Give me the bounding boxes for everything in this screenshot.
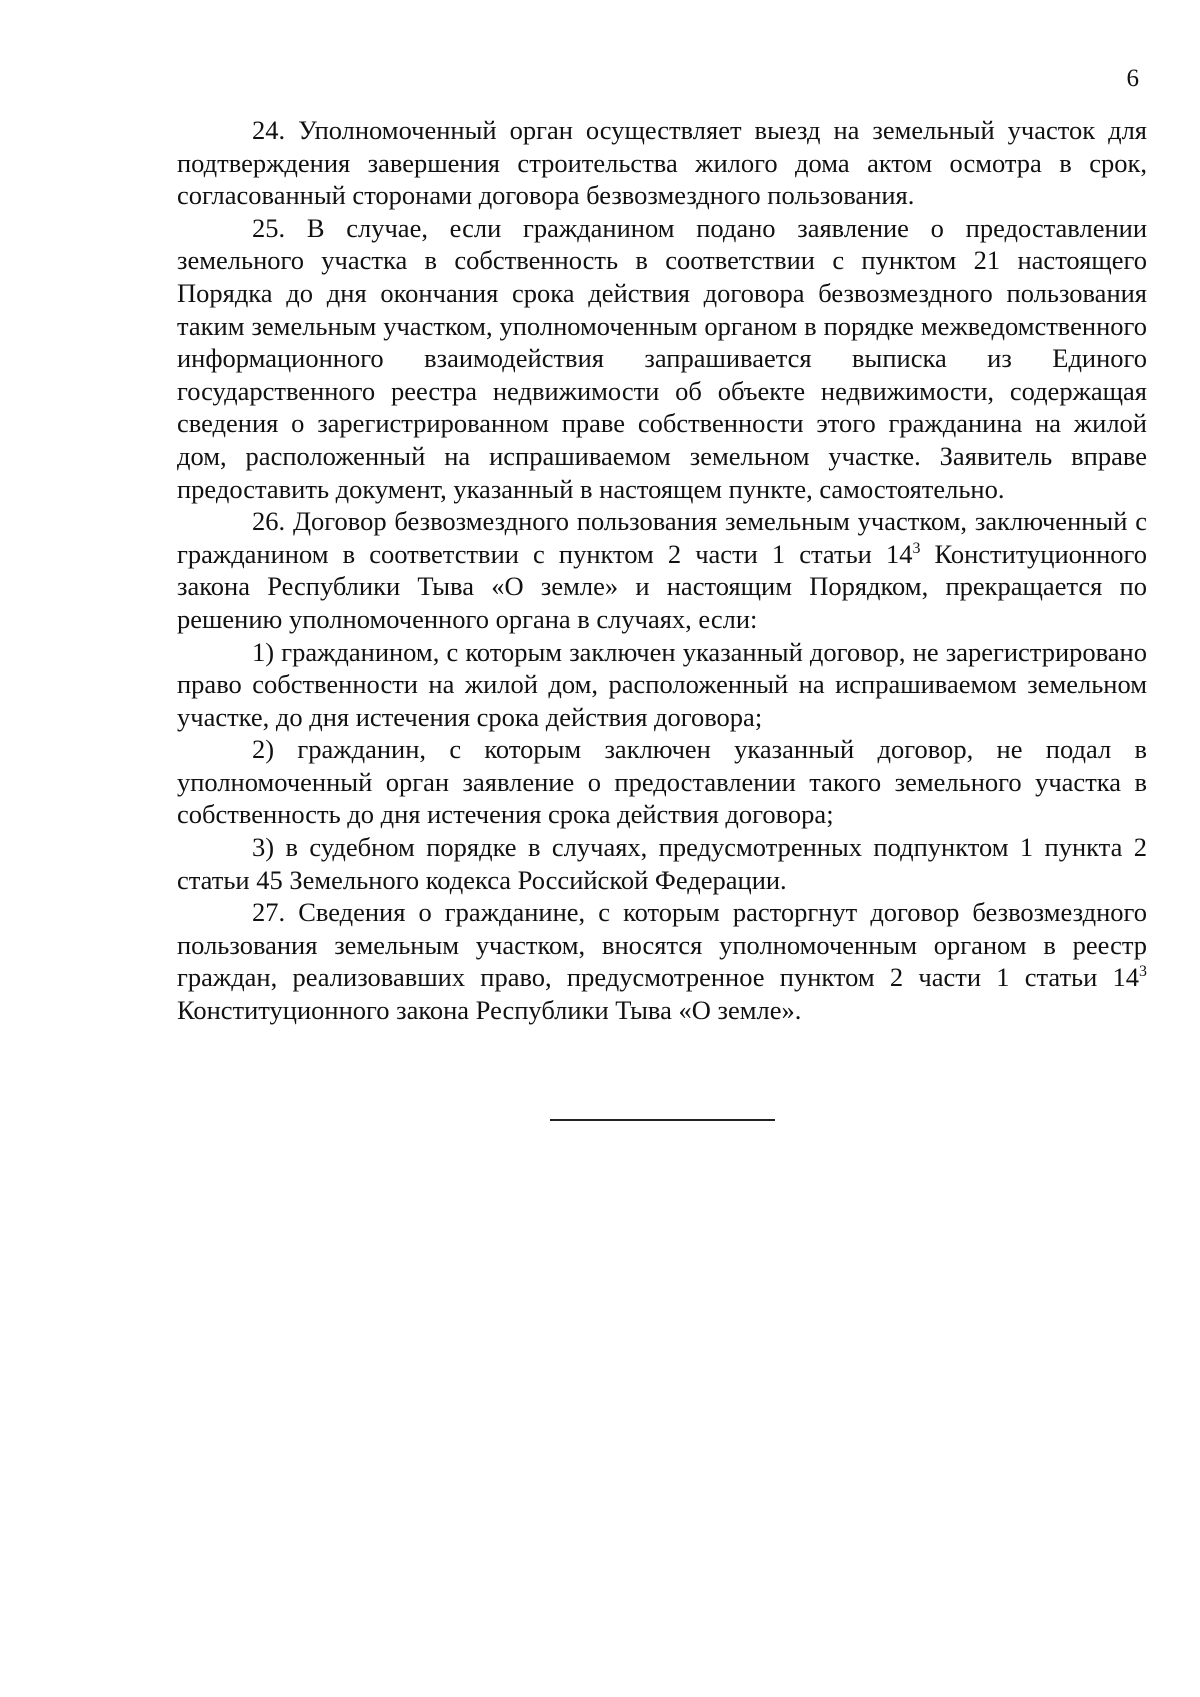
paragraph-27-text-before-superscript: 27. Сведения о гражданине, с которым расторгнут договор безвозмездного пользования земельным участком, вносятся уполномоченным органом в реестр граждан, реализовавших право, предусмотренное пунктом 2 части 1 статьи 14 — [177, 897, 1147, 993]
paragraph-26-item-1: 1) гражданином, с которым заключен указанный договор, не зарегистрировано право собственности на жилой дом, расположенный на испрашиваемом земельном участке, до дня истечения срока действия договора; — [177, 636, 1147, 732]
paragraph-24: 24. Уполномоченный орган осуществляет выезд на земельный участок для подтверждения завершения строительства жилого дома актом осмотра в срок, согласованный сторонами договора безвозмездного пользования. — [177, 115, 1147, 211]
document-body — [177, 114, 1147, 1027]
paragraph-26-item-3: 3) в судебном порядке в случаях, предусмотренных подпунктом 1 пункта 2 статьи 45 Земельного кодекса Российской Федерации. — [177, 832, 1147, 895]
paragraph-26-superscript: 3 — [912, 539, 921, 557]
paragraph-26 — [177, 505, 1147, 635]
page-number: 6 — [1126, 65, 1139, 92]
end-of-text-divider — [550, 1119, 775, 1121]
paragraph-26-text-after-superscript: Конституционного закона Республики Тыва «О земле» и настоящим Порядком, прекращается по решению уполномоченного органа в случаях, если: — [177, 538, 1147, 634]
paragraph-25: 25. В случае, если гражданином подано заявление о предоставлении земельного участка в собственность в соответствии с пунктом 21 настоящего Порядка до дня окончания срока действия договора безвозмездного пользования таким земельным участком, уполномоченным органом в порядке межведомственного информационного взаимодействия запрашивается выписка из Единого государственного реестра недвижимости об объекте недвижимости, содержащая сведения о зарегистрированном праве собственности этого гражданина на жилой дом, расположенный на испрашиваемом земельном участке. Заявитель вправе предоставить документ, указанный в настоящем пункте, самостоятельно. — [177, 212, 1147, 504]
paragraph-26-item-2: 2) гражданин, с которым заключен указанный договор, не подал в уполномоченный орган заявление о предоставлении такого земельного участка в собственность до дня истечения срока действия договора; — [177, 734, 1147, 830]
paragraph-27-superscript: 3 — [1139, 963, 1147, 981]
paragraph-26-text-before-superscript: 26. Договор безвозмездного пользования земельным участком, заключенный с гражданином в соответствии с пунктом 2 части 1 статьи 14 — [177, 506, 1147, 569]
paragraph-27-text-after-superscript: Конституционного закона Республики Тыва «О земле». — [177, 995, 802, 1026]
paragraph-27 — [177, 896, 1147, 1026]
